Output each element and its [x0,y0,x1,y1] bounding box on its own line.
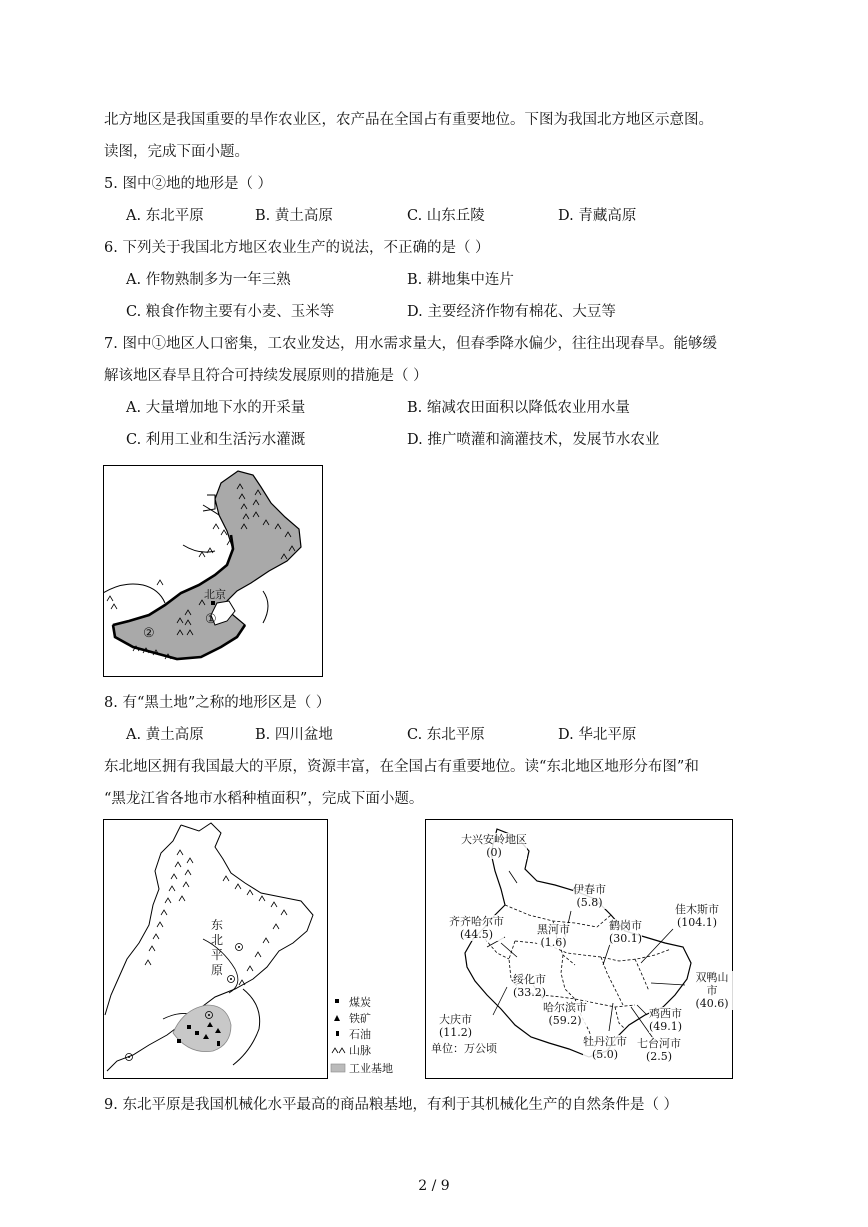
city-name: 鸡西市 [649,1007,683,1020]
city-rice-area-value: (33.2) [513,986,547,999]
city-rice-area-value: (44.5) [459,928,494,941]
region-2-label: ② [143,626,155,641]
page-number: 2 / 9 [418,1178,450,1194]
legend-industrial: 工业基地 [349,1062,393,1075]
city-name: 大兴安岭地区 [461,833,527,846]
city-label [537,923,570,949]
q6-option-d[interactable]: D. 主要经济作物有棉花、大豆等 [407,304,616,320]
question-5-stem: 5. 图中②地的地形是（ ） [104,176,273,192]
oil-legend-icon [336,1031,339,1036]
q5-option-d[interactable]: D. 青藏高原 [558,208,637,224]
city-name: 齐齐哈尔市 [449,915,504,928]
intro-paragraph-line: 北方地区是我国重要的旱作农业区，农产品在全国占有重要地位。下图为我国北方地区示意图。 [104,112,713,128]
q8-option-a[interactable]: A. 黄土高原 [126,727,204,743]
city-rice-area-value: (2.5) [645,1050,673,1063]
legend-iron: 铁矿 [349,1012,371,1025]
city-rice-area-value: (59.2) [548,1014,582,1027]
legend-coal: 煤炭 [349,996,371,1009]
q6-option-b[interactable]: B. 耕地集中连片 [407,272,514,288]
city-name: 牡丹江市 [583,1035,627,1048]
plain-label-char: 平 [211,948,224,962]
northeast-terrain-map [103,819,408,1079]
question-6-stem: 6. 下列关于我国北方地区农业生产的说法，不正确的是（ ） [104,240,490,256]
city-label [449,915,504,941]
city-name: 七台河市 [637,1037,681,1050]
city-name: 佳木斯市 [675,903,719,916]
q5-option-b[interactable]: B. 黄土高原 [255,208,333,224]
intro-paragraph-line: “黑龙江省各地市水稻种植面积”，完成下面小题。 [104,791,424,807]
map-legend [331,995,393,1075]
q6-option-a[interactable]: A. 作物熟制多为一年三熟 [126,272,291,288]
city-label [649,1007,682,1033]
city-rice-area-value: (104.1) [676,916,718,929]
city-rice-area-value: (40.6) [695,997,729,1010]
city-rice-area-value: (30.1) [609,932,643,945]
question-9-stem: 9. 东北平原是我国机械化水平最高的商品粮基地，有利于其机械化生产的自然条件是（ ） [104,1097,679,1113]
q8-option-b[interactable]: B. 四川盆地 [255,727,333,743]
city-label [583,1035,627,1061]
city-label [439,1013,472,1039]
city-name: 绥化市 [513,973,547,986]
city-rice-area-value: (5.0) [591,1048,619,1061]
city-label [691,971,733,1010]
legend-mountain: 山脉 [349,1044,371,1057]
city-name: 黑河市 [537,923,570,936]
question-7-stem: 7. 图中①地区人口密集，工农业发达，用水需求量大，但春季降水偏少，往往出现春旱。能够缓 [104,336,717,352]
beijing-label: 北京 [204,588,226,601]
city-name: 大庆市 [439,1013,473,1026]
city-rice-area-value: (0) [486,846,502,859]
city-label [461,833,527,859]
q8-option-d[interactable]: D. 华北平原 [558,727,637,743]
city-label [513,973,546,999]
city-rice-area-value: (5.8) [576,896,603,909]
q7-option-b[interactable]: B. 缩减农田面积以降低农业用水量 [407,400,630,416]
region-1-label: ① [205,612,217,627]
q7-option-a[interactable]: A. 大量增加地下水的开采量 [126,400,306,416]
q5-option-c[interactable]: C. 山东丘陵 [407,208,485,224]
northern-china-map [103,465,323,677]
city-rice-area-value: (49.1) [649,1020,683,1033]
city-name: 哈尔滨市 [543,1001,587,1014]
city-label [637,1037,681,1063]
legend-oil: 石油 [349,1028,371,1041]
unit-label: 单位：万公顷 [431,1042,497,1055]
city-name: 鹤岗市 [609,919,643,932]
mountain-legend-icon [332,1048,345,1053]
q5-option-a[interactable]: A. 东北平原 [126,208,204,224]
q7-option-c[interactable]: C. 利用工业和生活污水灌溉 [126,432,306,448]
intro-paragraph-line: 东北地区拥有我国最大的平原，资源丰富，在全国占有重要地位。读“东北地区地形分布图”和 [104,759,699,775]
plain-label-char: 原 [211,963,224,977]
city-label [573,883,606,909]
iron-legend-icon [334,1015,340,1021]
city-name: 伊春市 [573,883,606,896]
question-7-stem-cont: 解该地区春旱且符合可持续发展原则的措施是（ ） [104,368,428,384]
city-label [543,1001,587,1027]
city-rice-area-value: (1.6) [540,936,567,949]
heilongjiang-rice-map [425,819,733,1079]
plain-label-char: 东 [211,918,224,932]
city-label [609,919,642,945]
city-label [675,903,719,929]
industrial-legend-icon [331,1064,345,1072]
coal-legend-icon [335,999,339,1003]
q8-option-c[interactable]: C. 东北平原 [407,727,485,743]
plain-label-char: 北 [211,933,224,947]
intro-paragraph-line: 读图，完成下面小题。 [104,144,249,160]
city-rice-area-value: (11.2) [439,1026,473,1039]
q7-option-d[interactable]: D. 推广喷灌和滴灌技术，发展节水农业 [407,432,660,448]
question-8-stem: 8. 有“黑土地”之称的地形区是（ ） [104,695,331,711]
beijing-marker [211,601,215,605]
q6-option-c[interactable]: C. 粮食作物主要有小麦、玉米等 [126,304,335,320]
city-name: 双鸭山市 [695,971,729,997]
